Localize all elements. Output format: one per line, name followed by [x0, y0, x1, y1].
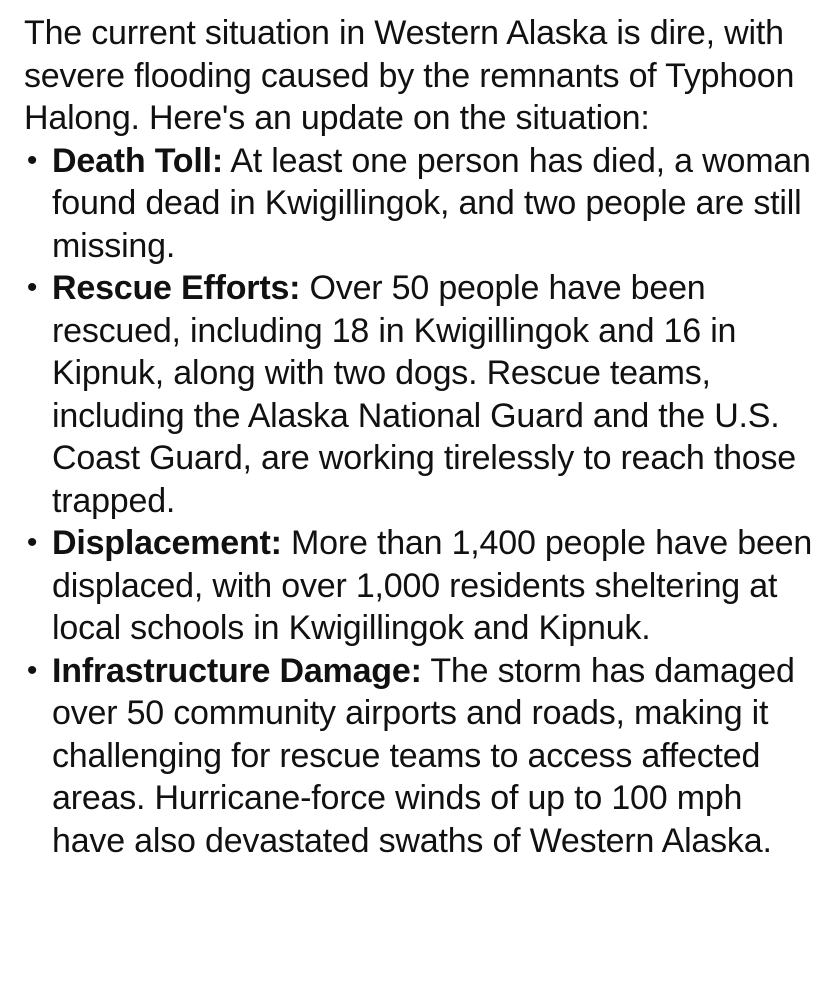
list-item-rescue-efforts [24, 267, 814, 522]
bullet-icon: • [26, 653, 38, 687]
bullet-title: Rescue Efforts: [52, 269, 301, 307]
list-item-displacement [24, 522, 814, 650]
bullet-title: Displacement: [52, 524, 282, 562]
bullet-icon: • [26, 526, 38, 559]
bullet-text: The storm has damaged over 50 community airports and roads, making it challenging for rescue teams to access affected areas. Hurricane-force winds of up to 100 mph have also devastated swaths of Western Alaska. [52, 651, 795, 860]
intro-paragraph: The current situation in Western Alaska is dire, with severe flooding caused by the remnants of Typhoon Halong. Here's an update on the situation: [24, 14, 795, 137]
list-item-death-toll [24, 140, 814, 268]
list-item-infrastructure-damage [24, 650, 814, 863]
bullet-text: More than 1,400 people have been displaced, with over 1,000 residents sheltering at local schools in Kwigillingok and Kipnuk. [52, 524, 813, 647]
bullet-title: Infrastructure Damage: [52, 651, 422, 690]
article-content [24, 12, 814, 862]
bullet-icon: • [26, 271, 38, 304]
update-list [24, 140, 814, 863]
bullet-icon: • [26, 143, 38, 177]
bullet-text: At least one person has died, a woman found dead in Kwigillingok, and two people are still missing. [52, 141, 811, 265]
bullet-text: Over 50 people have been rescued, including 18 in Kwigillingok and 16 in Kipnuk, along with two dogs. Rescue teams, including the Alaska National Guard and the U.S. Coast Guard, are working tirelessly to reach those trapped. [52, 269, 797, 520]
bullet-title: Death Toll: [52, 141, 223, 180]
